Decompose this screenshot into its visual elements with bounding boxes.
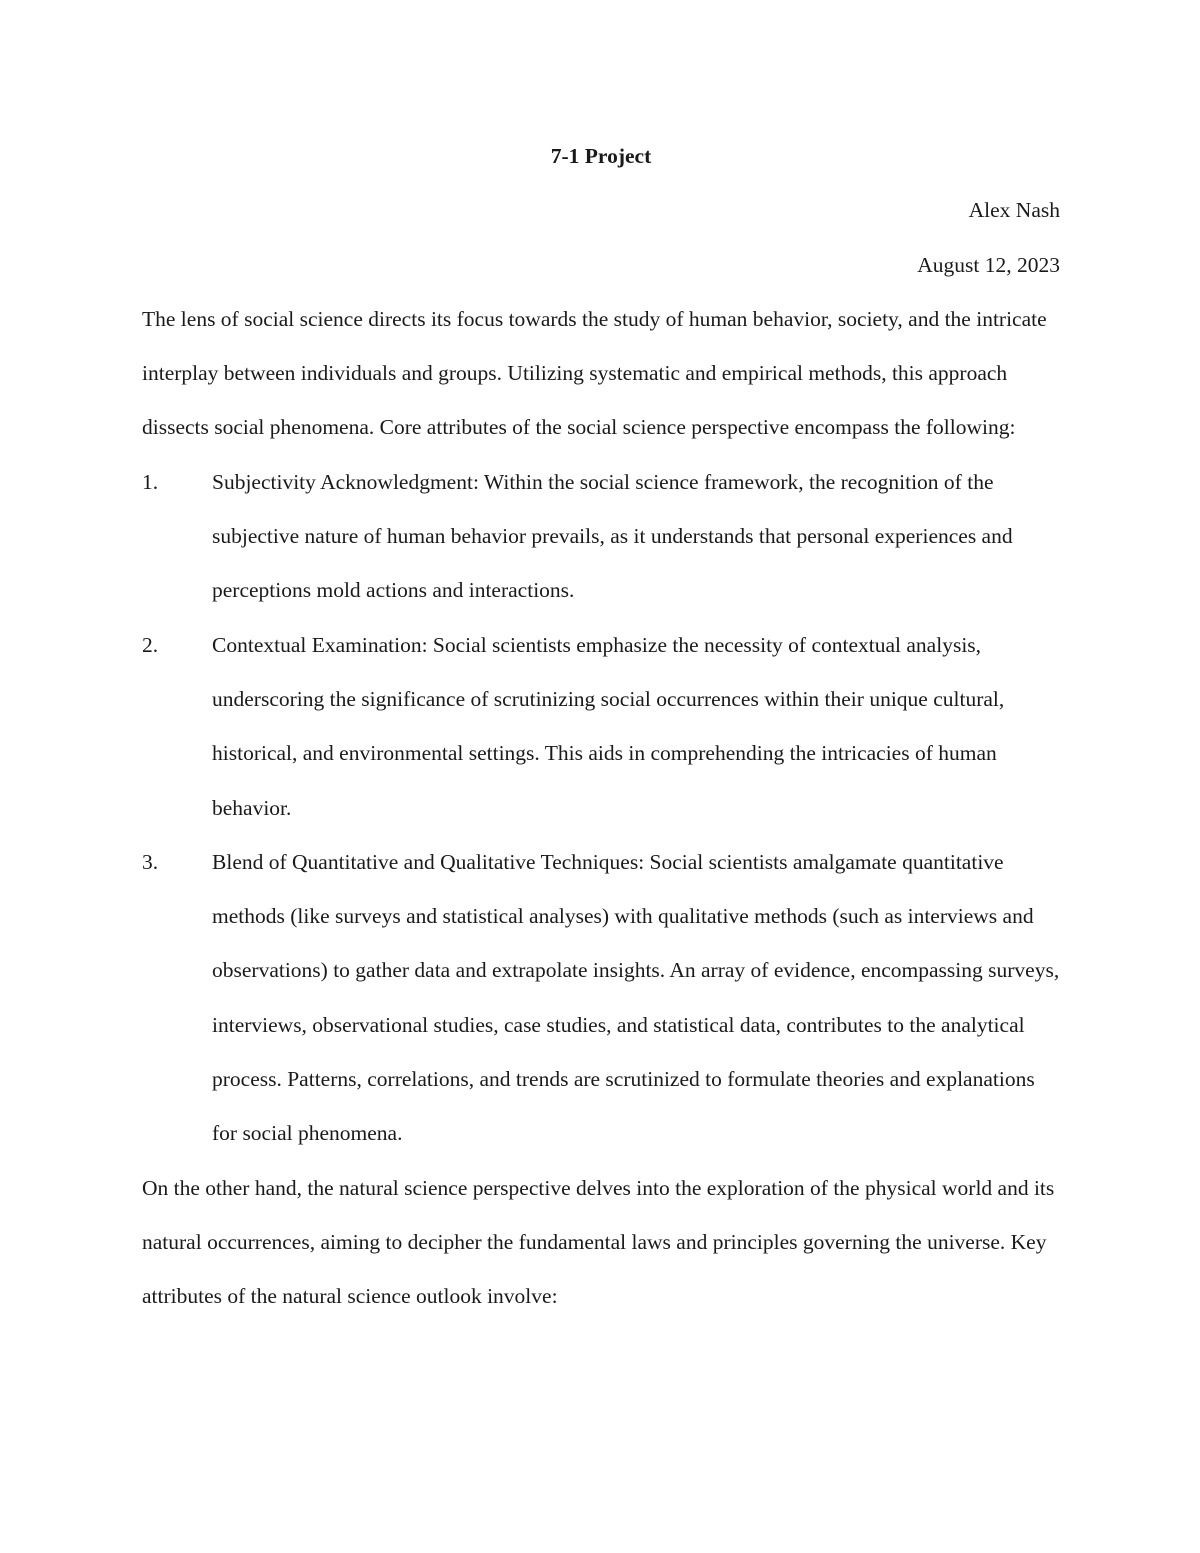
list-item <box>142 455 1060 618</box>
list-item-text: Contextual Examination: Social scientists emphasize the necessity of contextual analysis, underscoring the significance of scrutinizing social occurrences within their unique cultural, historical, and environmental settings. This aids in comprehending the intricacies of human behavior. <box>212 632 1005 820</box>
list-item <box>142 618 1060 835</box>
list-item-number: 3. <box>142 849 159 874</box>
closing-paragraph: On the other hand, the natural science perspective delves into the exploration of the physical world and its natural occurrences, aiming to decipher the fundamental laws and principles governing the universe. Key attributes of the natural science outlook involve: <box>142 1175 1055 1309</box>
document-date: August 12, 2023 <box>917 252 1060 277</box>
document-body <box>142 129 1060 1324</box>
list-item-text: Blend of Quantitative and Qualitative Techniques: Social scientists amalgamate quantitative methods (like surveys and statistical analyses) with qualitative methods (such as interviews and observations) to gather data and extrapolate insights. An array of evidence, encompassing surveys, interviews, observational studies, case studies, and statistical data, contributes to the analytical process. Patterns, correlations, and trends are scrutinized to formulate theories and explanations for social phenomena. <box>212 849 1060 1146</box>
list-item-number: 2. <box>142 632 159 657</box>
list-item <box>142 835 1060 1161</box>
intro-paragraph: The lens of social science directs its focus towards the study of human behavior, society, and the intricate interplay between individuals and groups. Utilizing systematic and empirical methods, this approach dissects social phenomena. Core attributes of the social science perspective encompass the following: <box>142 306 1047 440</box>
list-item-number: 1. <box>142 469 159 494</box>
list-item-text: Subjectivity Acknowledgment: Within the social science framework, the recognition of the subjective nature of human behavior prevails, as it understands that personal experiences and perceptions mold actions and interactions. <box>212 469 1013 603</box>
document-title: 7-1 Project <box>550 144 652 168</box>
author-name: Alex Nash <box>968 198 1060 223</box>
